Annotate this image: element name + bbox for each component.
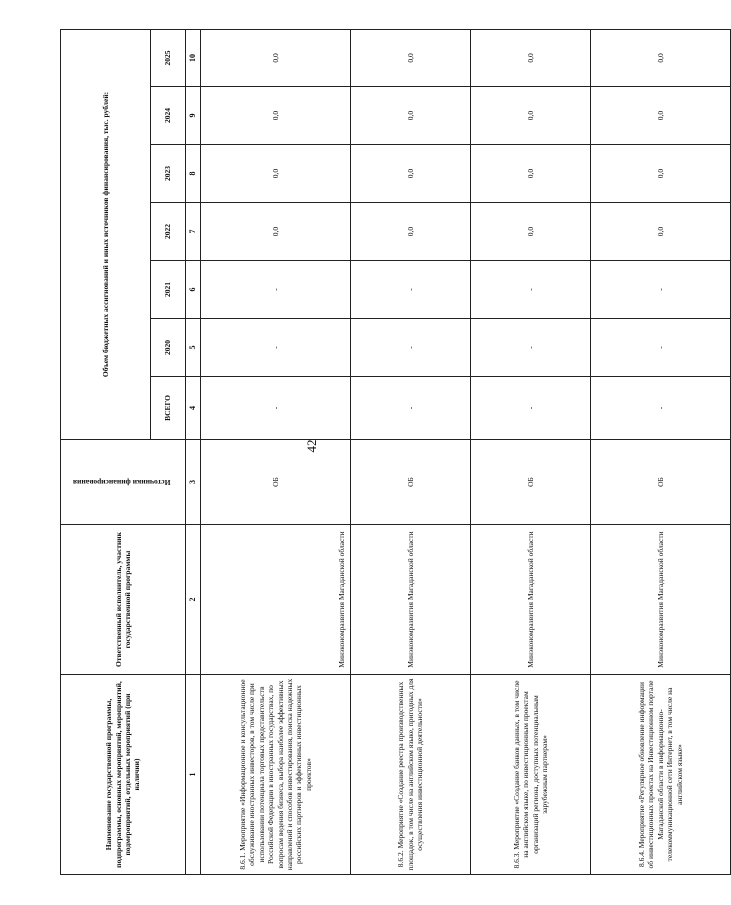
value-2023: 0,0 [591,145,731,203]
responsible-executor: Минэкономразвития Магаданской области [471,525,591,675]
value-2020: - [201,319,351,377]
column-number: 10 [186,29,201,86]
header-financing-group: Объем бюджетных ассигнований и иных источников финансирования, тыс. рублей: [61,29,151,439]
value-2023: 0,0 [471,145,591,203]
column-number: 5 [186,319,201,377]
value-2023: 0,0 [351,145,471,203]
value-total: - [351,377,471,440]
funding-source: ОБ [591,440,731,525]
value-2021: - [471,261,591,319]
column-number: 6 [186,261,201,319]
value-2024: 0,0 [351,87,471,145]
value-2021: - [351,261,471,319]
header-responsible: Ответственный исполнитель, участник государственной программы [61,525,186,675]
value-total: - [201,377,351,440]
value-2022: 0,0 [471,203,591,261]
header-name: Наименование государственной программы, подпрограммы, основных мероприятий, мероприятий, подмероприятий, отдельных мероприятий (при наличии) [61,675,186,875]
value-2021: - [591,261,731,319]
value-2024: 0,0 [591,87,731,145]
header-year-2023: 2023 [151,145,186,203]
header-total: ВСЕГО [151,377,186,440]
table-row [591,29,731,874]
header-source-text: Источники финансирования [73,477,171,487]
table-row [471,29,591,874]
value-2025: 0,0 [591,29,731,86]
header-year-2021: 2021 [151,261,186,319]
header-year-2025: 2025 [151,29,186,86]
responsible-executor: Минэкономразвития Магаданской области [591,525,731,675]
header-year-2020: 2020 [151,319,186,377]
funding-source: ОБ [351,440,471,525]
value-2024: 0,0 [471,87,591,145]
column-number: 1 [186,675,201,875]
activity-name: 8.6.2. Мероприятие «Создание реестра производственных площадок, в том числе на английском языке, пригодных для осуществления инвестиционной деятельности» [351,675,471,875]
responsible-executor: Минэкономразвития Магаданской области [201,525,351,675]
column-number: 9 [186,87,201,145]
activity-name: 8.6.3. Мероприятие «Создание банков данных, в том числе на английском языке, по инвестиционным проектам организаций региона, доступных потенциальным зарубежным партнерам» [471,675,591,875]
value-2024: 0,0 [201,87,351,145]
value-2022: 0,0 [591,203,731,261]
rotated-table-sheet [60,30,684,875]
value-total: - [591,377,731,440]
column-number: 2 [186,525,201,675]
table-row [351,29,471,874]
column-number: 7 [186,203,201,261]
value-2025: 0,0 [471,29,591,86]
value-2025: 0,0 [351,29,471,86]
activity-name: 8.6.1. Мероприятие «Информационное и консультационное обслуживание иностранных инвесторов, в том числе при использовании потенциала торговых представительств Российской Федерации в иностранных государствах, по вопросам ведения бизнеса, выбора наиболее эффективных направлений и способов инвестирования, поиска надежных российских партнеров и эффективных инвестиционных проектов» [201,675,351,875]
activity-name: 8.6.4. Мероприятие «Регулярное обновление информации об инвестиционных проектах на Инвестиционном портале Магаданской области в информационно-телекоммуникационной сети Интернет, в том числе на английском языке» [591,675,731,875]
value-2020: - [591,319,731,377]
value-2020: - [351,319,471,377]
column-number: 4 [186,377,201,440]
value-total: - [471,377,591,440]
funding-source: ОБ [201,440,351,525]
value-2021: - [201,261,351,319]
page-number: 42 [304,439,319,453]
value-2020: - [471,319,591,377]
header-source [61,440,186,525]
header-year-2022: 2022 [151,203,186,261]
value-2022: 0,0 [201,203,351,261]
header-year-2024: 2024 [151,87,186,145]
value-2023: 0,0 [201,145,351,203]
financing-table [60,29,731,875]
value-2025: 0,0 [201,29,351,86]
column-number: 3 [186,440,201,525]
table-row [201,29,351,874]
column-number: 8 [186,145,201,203]
responsible-executor: Минэкономразвития Магаданской области [351,525,471,675]
funding-source: ОБ [471,440,591,525]
value-2022: 0,0 [351,203,471,261]
